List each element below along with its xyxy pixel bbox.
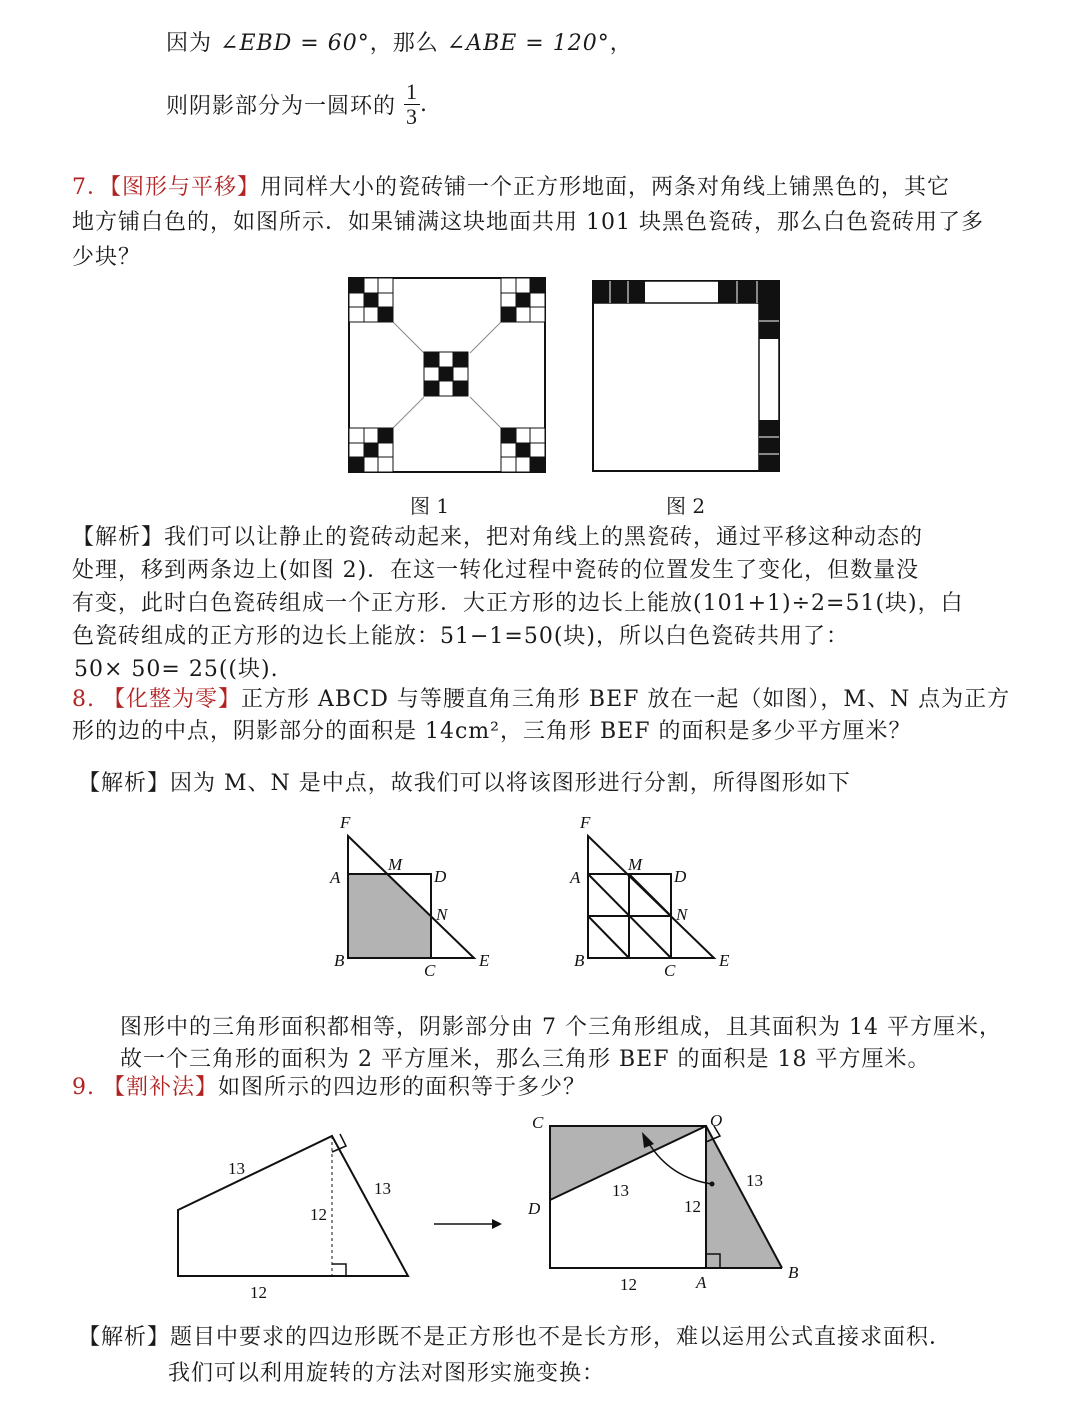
- problem-9-tag: 【割补法】: [103, 1075, 219, 1100]
- problem-8-figure-left: [326, 810, 506, 978]
- label-d: D: [434, 867, 447, 886]
- angle-abe: ∠ABE = 120°: [446, 31, 610, 56]
- fraction-one-third: [404, 80, 420, 129]
- problem-7-line-1: [72, 170, 950, 201]
- label-12-base: 12: [620, 1275, 637, 1294]
- label-a: A: [696, 1273, 707, 1292]
- label-c: C: [532, 1113, 544, 1132]
- label-d: D: [674, 867, 687, 886]
- problem-7-solution-2: 处理，移到两条边上(如图 2)．在这一转化过程中瓷砖的位置发生了变化，但数量没: [72, 558, 920, 583]
- problem-8-tag: 【化整为零】: [103, 687, 242, 712]
- figure-2-edge-tiles: [592, 280, 782, 474]
- label-f: F: [340, 813, 351, 832]
- label-n: N: [436, 905, 448, 924]
- problem-8-number: 8.: [72, 687, 95, 712]
- problem-7-question-2: 地方铺白色的，如图所示．如果铺满这块地面共用 101 块黑色瓷砖，那么白色瓷砖用了多: [72, 210, 984, 235]
- problem-7-solution-1: 【解析】我们可以让静止的瓷砖动起来，把对角线上的黑瓷砖，通过平移这种动态的: [72, 525, 924, 550]
- label-c: C: [424, 961, 436, 978]
- label-c: C: [664, 961, 676, 978]
- label-a: A: [330, 868, 341, 887]
- angle-ebd: ∠EBD = 60°: [220, 31, 370, 56]
- intro-text-a: 因为: [166, 31, 213, 56]
- label-13-side: 13: [746, 1171, 763, 1190]
- fraction-numerator: 1: [406, 79, 419, 104]
- fraction-denominator: 3: [406, 104, 419, 129]
- label-m: M: [388, 855, 403, 874]
- problem-7-solution-5: 50× 50= 25((块).: [74, 657, 279, 682]
- label-b: B: [574, 951, 585, 970]
- intro-text-c: ，: [609, 31, 633, 56]
- figure-1-caption: 图 1: [410, 494, 450, 518]
- label-f: F: [580, 813, 591, 832]
- problem-8-question-2: 形的边的中点，阴影部分的面积是 14cm²，三角形 BEF 的面积是多少平方厘米？: [72, 719, 912, 744]
- problem-7-number: 7．: [72, 175, 110, 200]
- label-13-right: 13: [374, 1179, 391, 1198]
- problem-7-solution-3: 有变，此时白色瓷砖组成一个正方形．大正方形的边长上能放(101+1)÷2=51(块)，白: [72, 591, 964, 616]
- problem-8-solution-1: 【解析】因为 M、N 是中点，故我们可以将该图形进行分割，所得图形如下: [78, 771, 851, 796]
- label-o: O: [710, 1111, 723, 1130]
- label-e: E: [719, 951, 730, 970]
- label-d: D: [528, 1199, 541, 1218]
- problem-8-question-1: 正方形 ABCD 与等腰直角三角形 BEF 放在一起（如图），M、N 点为正方: [241, 687, 1011, 712]
- problem-9-figure-left: [170, 1128, 420, 1308]
- figure-1-diagonal-tiles: [348, 277, 546, 473]
- intro-line-1: [166, 26, 633, 57]
- problem-7-question-1: 用同样大小的瓷砖铺一个正方形地面，两条对角线上铺黑色的，其它: [260, 175, 951, 200]
- label-n: N: [676, 905, 688, 924]
- label-b: B: [788, 1263, 799, 1282]
- problem-9-number: 9.: [72, 1075, 95, 1100]
- label-12-base: 12: [250, 1283, 267, 1302]
- problem-8-conclusion-2: 故一个三角形的面积为 2 平方厘米，那么三角形 BEF 的面积是 18 平方厘米。: [120, 1047, 931, 1072]
- problem-8-line-1: [72, 682, 1010, 713]
- intro-line-2: [166, 80, 428, 129]
- label-e: E: [479, 951, 490, 970]
- problem-9-line-1: [72, 1070, 586, 1101]
- problem-8-figure-right: [566, 810, 746, 978]
- problem-7-solution-4: 色瓷砖组成的正方形的边长上能放：51−1=50(块)，所以白色瓷砖共用了：: [72, 624, 850, 649]
- label-13-top: 13: [228, 1159, 245, 1178]
- intro-text-d: 则阴影部分为一圆环的: [166, 94, 397, 119]
- label-b: B: [334, 951, 345, 970]
- figure-2-caption: 图 2: [666, 494, 706, 518]
- label-13-inner: 13: [612, 1181, 629, 1200]
- problem-7-question-3: 少块？: [72, 245, 142, 270]
- arrow-right-icon: [432, 1214, 504, 1234]
- label-12-height: 12: [310, 1205, 327, 1224]
- intro-text-b: ，那么: [369, 31, 439, 56]
- problem-9-solution-1: 【解析】题目中要求的四边形既不是正方形也不是长方形，难以运用公式直接求面积．: [78, 1325, 953, 1350]
- label-12-inner: 12: [684, 1197, 701, 1216]
- problem-8-conclusion-1: 图形中的三角形面积都相等，阴影部分由 7 个三角形组成，且其面积为 14 平方厘米，: [120, 1015, 1002, 1040]
- problem-9-question-1: 如图所示的四边形的面积等于多少？: [218, 1075, 587, 1100]
- problem-7-tag: 【图形与平移】: [110, 175, 261, 200]
- intro-period: .: [420, 92, 429, 117]
- problem-9-solution-2: 我们可以利用旋转的方法对图形实施变换：: [168, 1361, 606, 1386]
- problem-9-figure-right: [520, 1108, 810, 1300]
- label-a: A: [570, 868, 581, 887]
- label-m: M: [628, 855, 643, 874]
